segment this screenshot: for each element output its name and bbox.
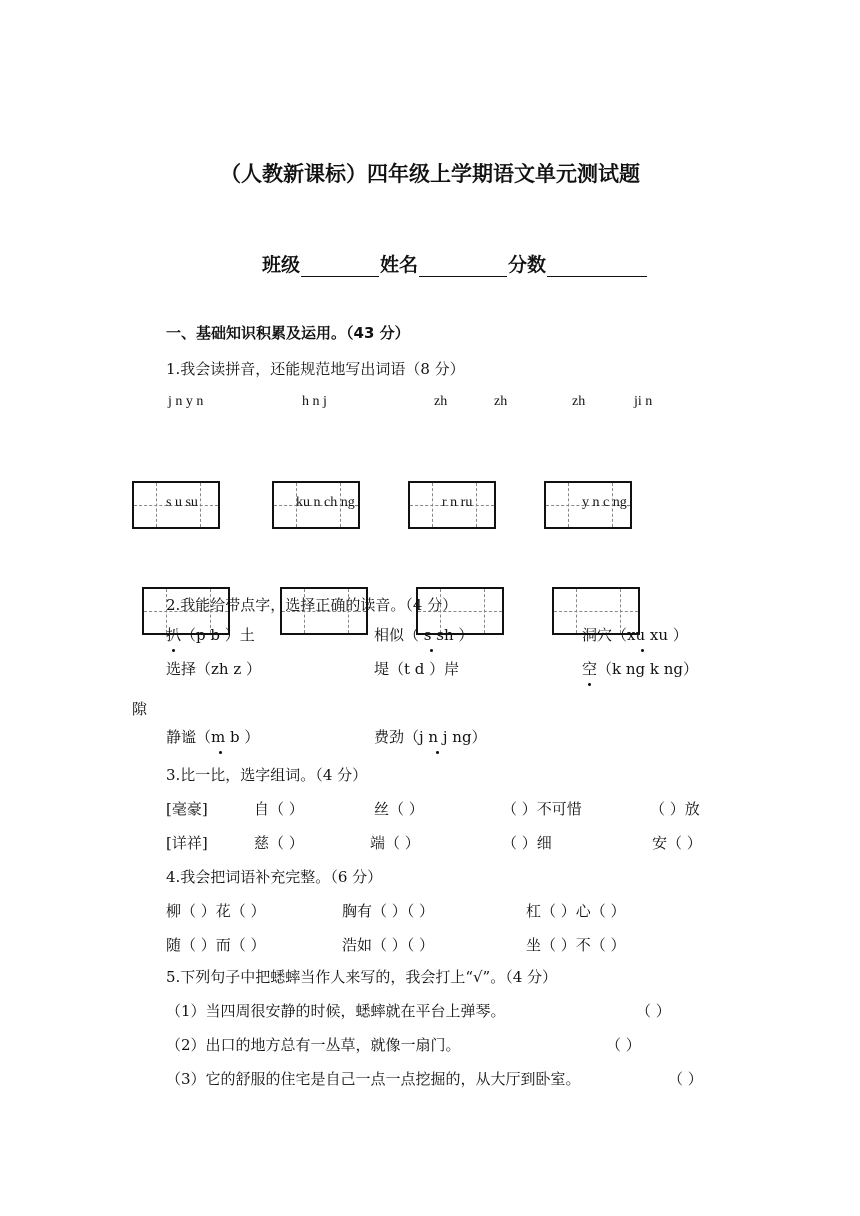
answer-blank[interactable]: 慈（ ） xyxy=(254,834,304,852)
char-pair: [详祥] xyxy=(166,834,208,852)
question-4-prompt: 4.我会把词语补充完整。（6 分） xyxy=(166,868,383,886)
pinyin-label: ji n xyxy=(634,394,653,409)
answer-blank[interactable]: 丝（ ） xyxy=(374,800,424,818)
option-text: （p b ）土 xyxy=(181,626,255,644)
sentence-text: （3）它的舒服的住宅是自己一点一点挖掘的，从大厅到卧室。 xyxy=(166,1070,581,1088)
pinyin-label: y n c ng xyxy=(582,495,627,510)
question-2-item xyxy=(374,624,473,645)
score-label: 分数 xyxy=(508,254,547,276)
check-blank[interactable]: （ ） xyxy=(636,1002,671,1020)
pinyin-label: r n ru xyxy=(442,495,473,510)
question-5-prompt: 5.下列句子中把蟋蟀当作人来写的，我会打上“√”。（4 分） xyxy=(166,968,558,986)
dotted-char: 似（ s sh ） xyxy=(389,626,474,644)
answer-blank[interactable]: （ ）放 xyxy=(650,800,700,818)
dotted-char: 扒 xyxy=(166,626,182,644)
answer-blank[interactable]: 安（ ） xyxy=(652,834,702,852)
question-2-item xyxy=(166,726,259,747)
pinyin-label: zh xyxy=(434,394,448,409)
char-text: 洞 xyxy=(582,626,598,644)
pinyin-label: h n j xyxy=(302,394,327,409)
name-label: 姓名 xyxy=(380,254,419,276)
dotted-char: 穴（xu xu ） xyxy=(597,626,688,644)
idiom-blank[interactable]: 杠（ ）心（ ） xyxy=(526,902,626,920)
section-heading: 一、基础知识积累及运用。（43 分） xyxy=(166,324,410,342)
question-2-item xyxy=(166,624,255,645)
answer-blank[interactable]: （ ）不可惜 xyxy=(502,800,582,818)
question-3-prompt: 3.比一比，选字组词。（4 分） xyxy=(166,766,368,784)
question-2-item xyxy=(582,624,688,645)
question-2-prompt: 2.我能给带点字，选择正确的读音。（4 分） xyxy=(166,596,458,614)
question-1-prompt: 1.我会读拼音，还能规范地写出词语（8 分） xyxy=(166,360,465,378)
pinyin-label: j n y n xyxy=(168,394,204,409)
class-label: 班级 xyxy=(262,254,301,276)
question-2-item xyxy=(374,726,487,747)
student-info-line xyxy=(262,250,648,277)
dotted-char: 谧（m b ） xyxy=(181,728,260,746)
sentence-text: （1）当四周很安静的时候，蟋蟀就在平台上弹琴。 xyxy=(166,1002,506,1020)
option-text: （k ng k ng） xyxy=(597,660,699,678)
char-pair: [毫豪] xyxy=(166,800,208,818)
idiom-blank[interactable]: 柳（ ）花（ ） xyxy=(166,902,266,920)
pinyin-label: ku n ch ng xyxy=(296,495,355,510)
score-blank xyxy=(547,257,647,277)
check-blank[interactable]: （ ） xyxy=(606,1036,641,1054)
pinyin-label: s u su xyxy=(166,495,198,510)
page-title: （人教新课标）四年级上学期语文单元测试题 xyxy=(220,162,640,186)
pinyin-label: zh xyxy=(494,394,508,409)
answer-blank[interactable]: 自（ ） xyxy=(254,800,304,818)
question-2-item xyxy=(582,658,698,679)
dotted-char: 空 xyxy=(582,660,598,678)
char-text: 费 xyxy=(374,728,390,746)
idiom-blank[interactable]: 胸有（ ）（ ） xyxy=(342,902,435,920)
char-text: 静 xyxy=(166,728,182,746)
question-2-item: 选择（zh z ） xyxy=(166,660,262,678)
name-blank xyxy=(419,257,507,277)
answer-blank[interactable]: （ ）细 xyxy=(502,834,552,852)
idiom-blank[interactable]: 随（ ）而（ ） xyxy=(166,936,266,954)
question-2-item: 堤（t d ）岸 xyxy=(374,660,460,678)
char-text: 相 xyxy=(374,626,390,644)
pinyin-label: zh xyxy=(572,394,586,409)
dotted-char: 劲（j n j ng） xyxy=(389,728,487,746)
idiom-blank[interactable]: 浩如（ ）（ ） xyxy=(342,936,435,954)
question-2-wrap: 隙 xyxy=(132,700,148,718)
sentence-text: （2）出口的地方总有一丛草，就像一扇门。 xyxy=(166,1036,461,1054)
idiom-blank[interactable]: 坐（ ）不（ ） xyxy=(526,936,626,954)
class-blank xyxy=(301,257,379,277)
check-blank[interactable]: （ ） xyxy=(668,1070,703,1088)
answer-blank[interactable]: 端（ ） xyxy=(370,834,420,852)
